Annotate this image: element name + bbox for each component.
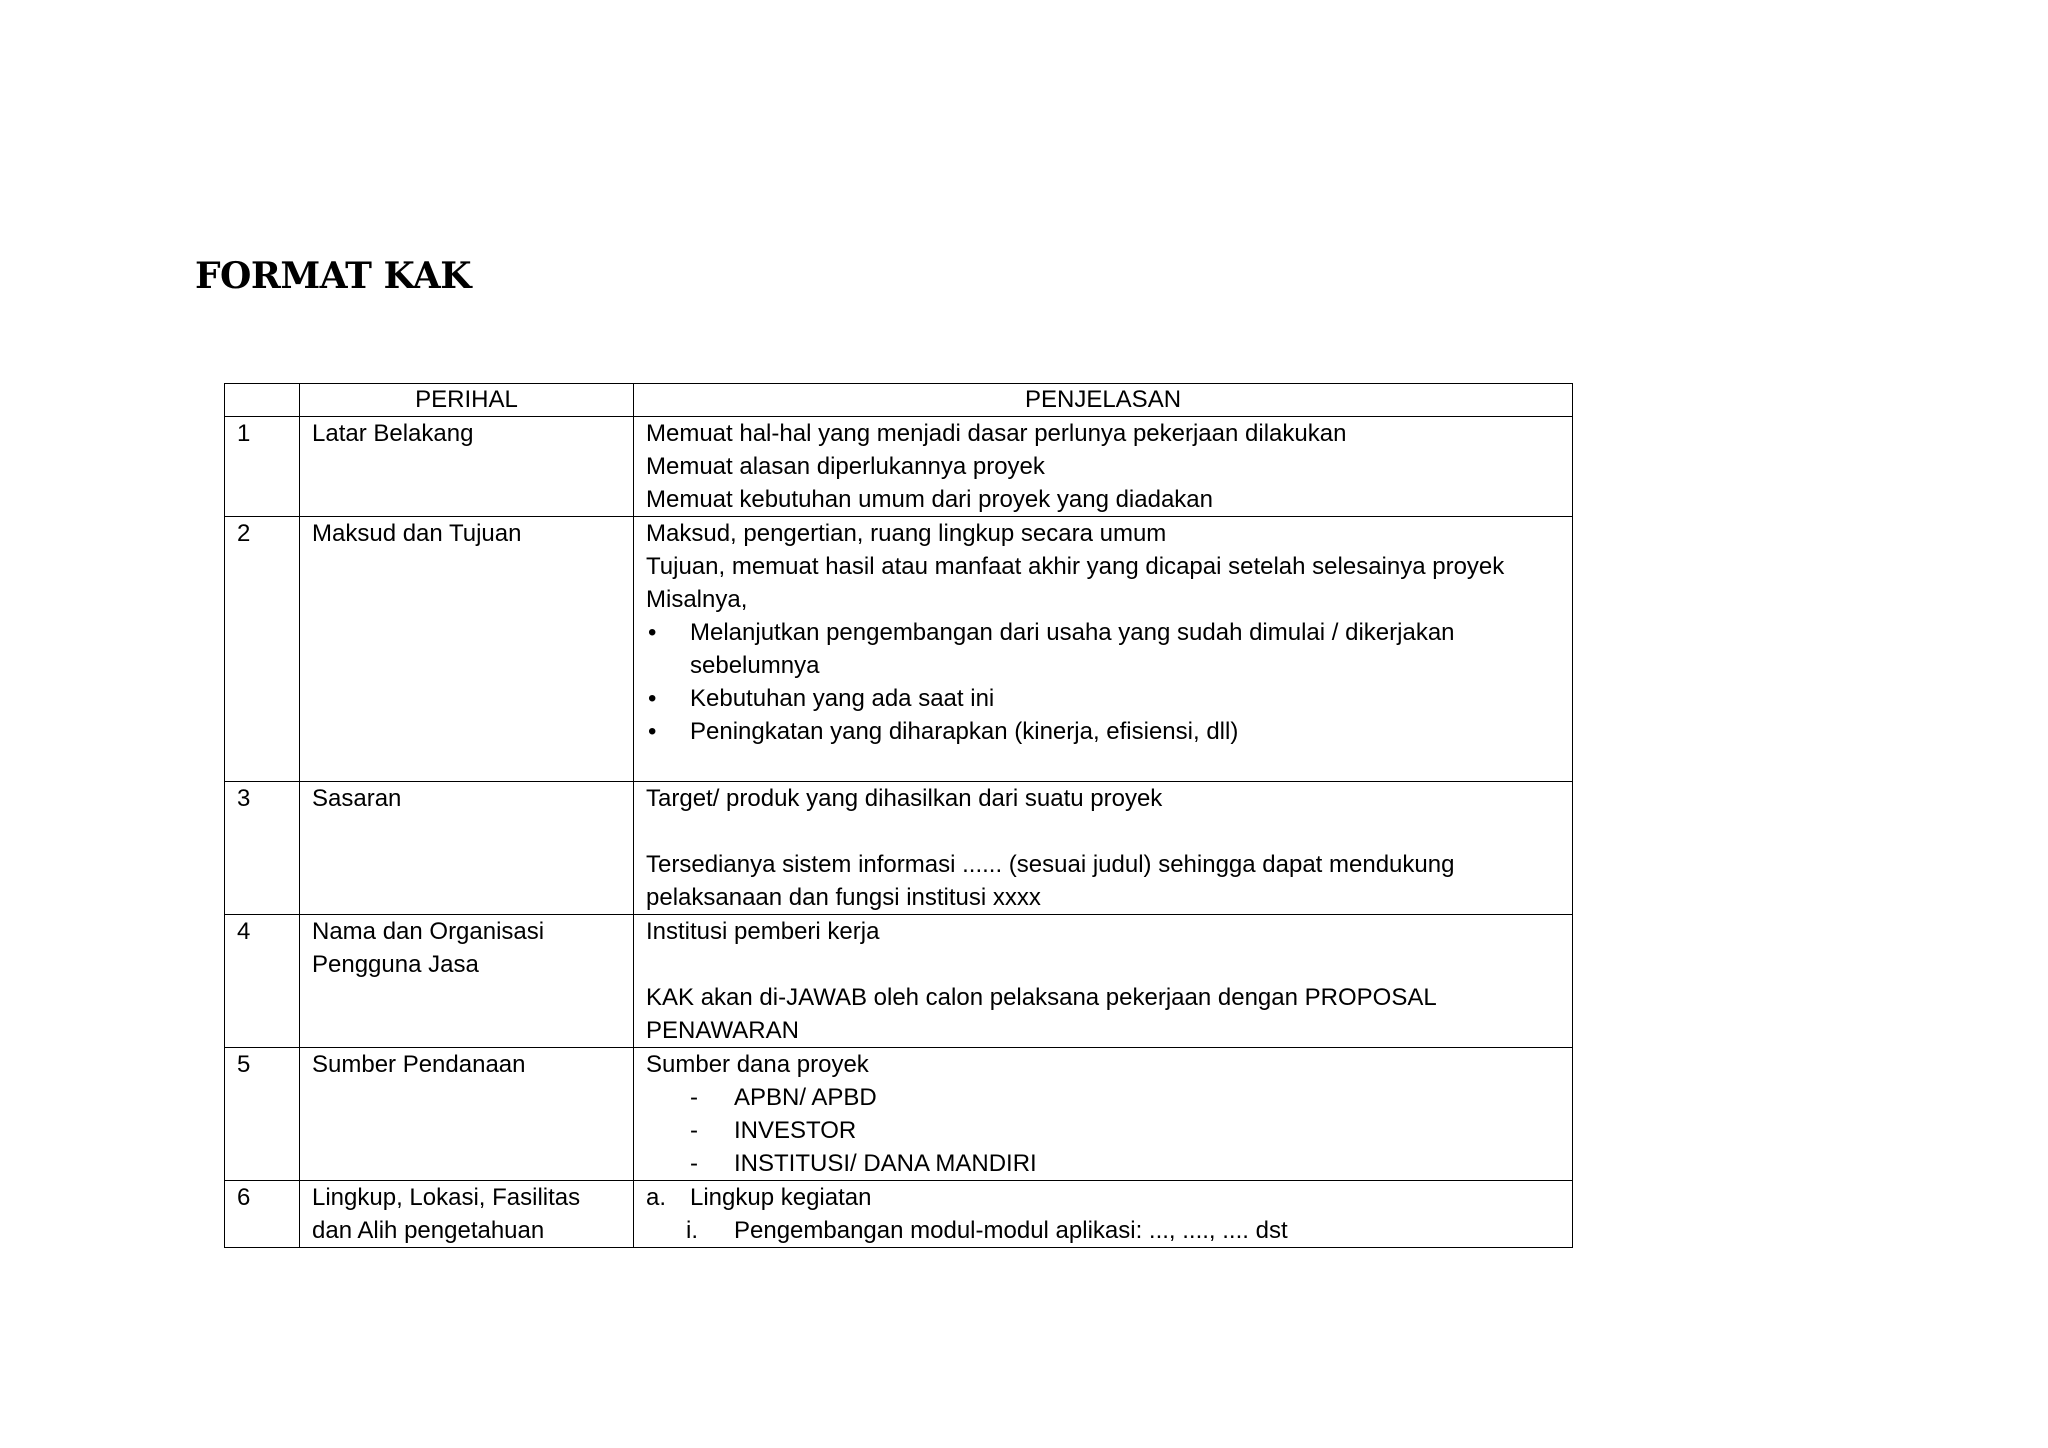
dash-text: INSTITUSI/ DANA MANDIRI bbox=[734, 1150, 1037, 1177]
dash-text: APBN/ APBD bbox=[734, 1084, 877, 1111]
penjelasan-line: Sumber dana proyek bbox=[646, 1051, 869, 1078]
roman-list-item bbox=[646, 1214, 1560, 1247]
dash-marker: - bbox=[690, 1084, 698, 1111]
row-number: 5 bbox=[225, 1048, 300, 1181]
table-header-row bbox=[225, 384, 1573, 417]
penjelasan-line: Memuat hal-hal yang menjadi dasar perlunya pekerjaan dilakukan bbox=[646, 420, 1347, 447]
penjelasan-line: Memuat kebutuhan umum dari proyek yang diadakan bbox=[646, 486, 1213, 513]
row-perihal: Maksud dan Tujuan bbox=[300, 517, 634, 782]
row-penjelasan bbox=[634, 517, 1573, 782]
penjelasan-line: Institusi pemberi kerja bbox=[646, 918, 880, 945]
dash-list-item bbox=[646, 1081, 1560, 1114]
roman-text: Pengembangan modul-modul aplikasi: ..., ...., .... dst bbox=[734, 1217, 1288, 1244]
table-row bbox=[225, 782, 1573, 915]
bullet-text: Peningkatan yang diharapkan (kinerja, efisiensi, dll) bbox=[690, 718, 1239, 745]
row-perihal: Sasaran bbox=[300, 782, 634, 915]
bullet-icon: • bbox=[648, 619, 657, 646]
bullet-list-item bbox=[646, 715, 1560, 748]
row-penjelasan bbox=[634, 417, 1573, 517]
dash-text: INVESTOR bbox=[734, 1117, 857, 1144]
row-perihal: Latar Belakang bbox=[300, 417, 634, 517]
row-perihal: Sumber Pendanaan bbox=[300, 1048, 634, 1181]
alpha-list-item bbox=[646, 1181, 1560, 1214]
penjelasan-line: Tersedianya sistem informasi ...... (sesuai judul) sehingga dapat mendukung pelaksanaan dan fungsi institusi xxxx bbox=[646, 851, 1455, 911]
row-number: 3 bbox=[225, 782, 300, 915]
header-perihal: PERIHAL bbox=[300, 384, 634, 417]
table-row bbox=[225, 1048, 1573, 1181]
roman-marker: i. bbox=[686, 1217, 698, 1244]
row-perihal: Lingkup, Lokasi, Fasilitas dan Alih pengetahuan bbox=[300, 1181, 634, 1248]
row-number: 1 bbox=[225, 417, 300, 517]
bullet-text: Melanjutkan pengembangan dari usaha yang sudah dimulai / dikerjakan sebelumnya bbox=[690, 619, 1455, 679]
bullet-list-item bbox=[646, 682, 1560, 715]
dash-marker: - bbox=[690, 1150, 698, 1177]
header-no bbox=[225, 384, 300, 417]
penjelasan-line: Memuat alasan diperlukannya proyek bbox=[646, 453, 1045, 480]
dash-list-item bbox=[646, 1114, 1560, 1147]
bullet-text: Kebutuhan yang ada saat ini bbox=[690, 685, 995, 712]
penjelasan-line: Maksud, pengertian, ruang lingkup secara umum bbox=[646, 520, 1167, 547]
table-row bbox=[225, 1181, 1573, 1248]
penjelasan-line: Misalnya, bbox=[646, 586, 748, 613]
penjelasan-line: KAK akan di-JAWAB oleh calon pelaksana pekerjaan dengan PROPOSAL PENAWARAN bbox=[646, 984, 1436, 1044]
row-penjelasan bbox=[634, 1181, 1573, 1248]
penjelasan-line: Target/ produk yang dihasilkan dari suatu proyek bbox=[646, 785, 1163, 812]
table-row bbox=[225, 915, 1573, 1048]
header-penjelasan: PENJELASAN bbox=[634, 384, 1573, 417]
bullet-icon: • bbox=[648, 685, 657, 712]
table-row bbox=[225, 417, 1573, 517]
bullet-icon: • bbox=[648, 718, 657, 745]
alpha-text: Lingkup kegiatan bbox=[690, 1184, 872, 1211]
dash-list-item bbox=[646, 1147, 1560, 1180]
spacer bbox=[646, 748, 1560, 781]
bullet-list-item bbox=[646, 616, 1560, 682]
alpha-marker: a. bbox=[646, 1184, 667, 1211]
row-perihal: Nama dan Organisasi Pengguna Jasa bbox=[300, 915, 634, 1048]
row-number: 4 bbox=[225, 915, 300, 1048]
row-number: 2 bbox=[225, 517, 300, 782]
row-penjelasan bbox=[634, 915, 1573, 1048]
kak-table bbox=[224, 383, 1573, 1248]
spacer bbox=[646, 815, 1560, 848]
document-title: FORMAT KAK bbox=[195, 255, 472, 297]
row-number: 6 bbox=[225, 1181, 300, 1248]
table-row bbox=[225, 517, 1573, 782]
row-penjelasan bbox=[634, 1048, 1573, 1181]
row-penjelasan bbox=[634, 782, 1573, 915]
dash-marker: - bbox=[690, 1117, 698, 1144]
spacer bbox=[646, 948, 1560, 981]
penjelasan-line: Tujuan, memuat hasil atau manfaat akhir yang dicapai setelah selesainya proyek bbox=[646, 553, 1505, 580]
